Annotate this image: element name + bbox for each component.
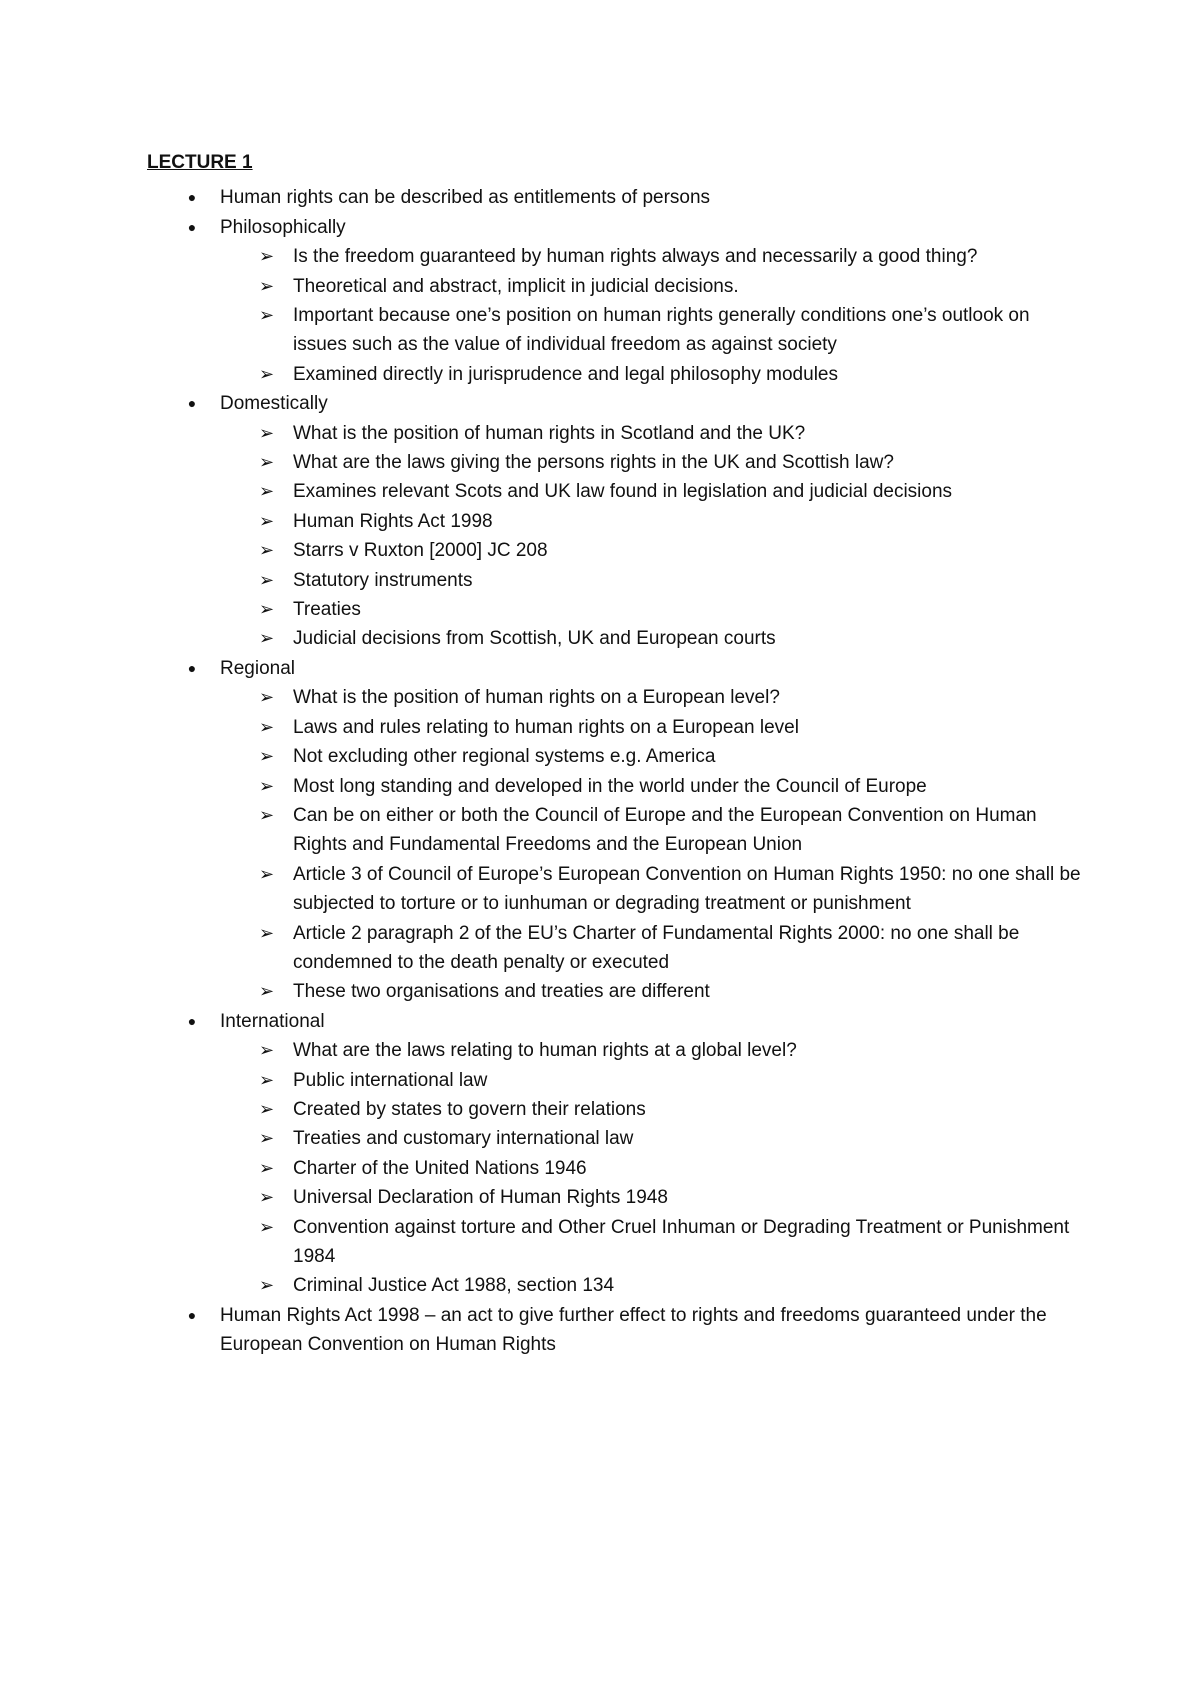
- sub-list-item: [220, 919, 1087, 978]
- bullet-list: [147, 183, 1087, 1359]
- arrowhead-bullet-icon: ➢: [259, 1187, 275, 1208]
- sub-list-item: [220, 536, 1087, 565]
- list-item: [147, 1007, 1087, 1301]
- sub-list-item-text: Judicial decisions from Scottish, UK and European courts: [293, 628, 776, 650]
- list-item-text: Domestically: [220, 393, 328, 415]
- arrowhead-bullet-icon: ➢: [259, 628, 275, 649]
- sub-list-item: [220, 1066, 1087, 1095]
- sub-list-item-text: What are the laws giving the persons rights in the UK and Scottish law?: [293, 452, 894, 474]
- sub-list-item: [220, 1154, 1087, 1183]
- bullet-icon: ●: [187, 395, 197, 412]
- bullet-icon: ●: [187, 1012, 197, 1029]
- sub-list-item: [220, 301, 1087, 360]
- arrowhead-bullet-icon: ➢: [259, 716, 275, 737]
- sub-list-item-text: Charter of the United Nations 1946: [293, 1157, 587, 1179]
- list-item-text: Philosophically: [220, 216, 346, 238]
- arrowhead-bullet-icon: ➢: [259, 863, 275, 884]
- arrowhead-bullet-icon: ➢: [259, 305, 275, 326]
- sub-list-item: [220, 419, 1087, 448]
- sub-list-item: [220, 1095, 1087, 1124]
- sub-list-item: [220, 742, 1087, 771]
- sub-list: [220, 242, 1087, 389]
- list-item-text: Human rights can be described as entitlements of persons: [220, 187, 711, 209]
- arrowhead-bullet-icon: ➢: [259, 422, 275, 443]
- arrowhead-bullet-icon: ➢: [259, 246, 275, 267]
- sub-list: [220, 419, 1087, 654]
- sub-list-item-text: What is the position of human rights on a European level?: [293, 687, 780, 709]
- list-item-text: Human Rights Act 1998 – an act to give further effect to rights and freedoms guaranteed under the European Convention on Human Rights: [220, 1304, 1047, 1356]
- sub-list-item-text: Not excluding other regional systems e.g. America: [293, 746, 716, 768]
- list-item-text: Regional: [220, 657, 295, 679]
- sub-list-item-text: What is the position of human rights in Scotland and the UK?: [293, 422, 806, 444]
- sub-list-item: [220, 860, 1087, 919]
- sub-list-item: [220, 801, 1087, 860]
- sub-list-item: [220, 713, 1087, 742]
- arrowhead-bullet-icon: ➢: [259, 1157, 275, 1178]
- arrowhead-bullet-icon: ➢: [259, 1069, 275, 1090]
- sub-list-item-text: Public international law: [293, 1069, 488, 1091]
- list-item: [147, 183, 1087, 212]
- bullet-icon: ●: [187, 1306, 197, 1323]
- sub-list-item: [220, 1271, 1087, 1300]
- sub-list-item: [220, 595, 1087, 624]
- sub-list-item-text: Article 2 paragraph 2 of the EU’s Charter of Fundamental Rights 2000: no one shall be condemned to the death penalty or executed: [293, 922, 1020, 973]
- arrowhead-bullet-icon: ➢: [259, 510, 275, 531]
- arrowhead-bullet-icon: ➢: [259, 599, 275, 620]
- sub-list-item-text: Starrs v Ruxton [2000] JC 208: [293, 540, 548, 562]
- sub-list-item-text: Examines relevant Scots and UK law found in legislation and judicial decisions: [293, 481, 953, 503]
- sub-list-item: [220, 624, 1087, 653]
- sub-list-item: [220, 242, 1087, 271]
- arrowhead-bullet-icon: ➢: [259, 1275, 275, 1296]
- arrowhead-bullet-icon: ➢: [259, 275, 275, 296]
- list-item-text: International: [220, 1010, 325, 1032]
- arrowhead-bullet-icon: ➢: [259, 804, 275, 825]
- sub-list-item-text: Theoretical and abstract, implicit in judicial decisions.: [293, 275, 739, 297]
- sub-list-item-text: Human Rights Act 1998: [293, 510, 493, 532]
- bullet-icon: ●: [187, 218, 197, 235]
- sub-list-item: [220, 1183, 1087, 1212]
- sub-list-item-text: Criminal Justice Act 1988, section 134: [293, 1275, 615, 1297]
- document-body: [147, 148, 1087, 1360]
- bullet-icon: ●: [187, 659, 197, 676]
- page-title: LECTURE 1: [147, 152, 253, 173]
- arrowhead-bullet-icon: ➢: [259, 452, 275, 473]
- list-item: [147, 1301, 1087, 1360]
- sub-list-item: [220, 1213, 1087, 1272]
- sub-list-item-text: What are the laws relating to human rights at a global level?: [293, 1040, 797, 1062]
- arrowhead-bullet-icon: ➢: [259, 775, 275, 796]
- sub-list: [220, 1036, 1087, 1301]
- list-item: [147, 389, 1087, 654]
- arrowhead-bullet-icon: ➢: [259, 481, 275, 502]
- sub-list-item-text: Convention against torture and Other Cruel Inhuman or Degrading Treatment or Punishment 1984: [293, 1216, 1070, 1268]
- arrowhead-bullet-icon: ➢: [259, 922, 275, 943]
- sub-list-item-text: Important because one’s position on human rights generally conditions one’s outlook on issues such as the value of individual freedom as against society: [293, 305, 1030, 356]
- sub-list-item: [220, 683, 1087, 712]
- sub-list-item: [220, 1124, 1087, 1153]
- sub-list-item: [220, 1036, 1087, 1065]
- sub-list-item: [220, 448, 1087, 477]
- sub-list-item: [220, 566, 1087, 595]
- sub-list-item: [220, 507, 1087, 536]
- sub-list-item: [220, 977, 1087, 1006]
- sub-list-item: [220, 272, 1087, 301]
- list-item: [147, 654, 1087, 1007]
- arrowhead-bullet-icon: ➢: [259, 363, 275, 384]
- sub-list-item: [220, 772, 1087, 801]
- sub-list-item-text: Universal Declaration of Human Rights 1948: [293, 1187, 668, 1209]
- bullet-icon: ●: [187, 189, 197, 206]
- arrowhead-bullet-icon: ➢: [259, 569, 275, 590]
- arrowhead-bullet-icon: ➢: [259, 687, 275, 708]
- arrowhead-bullet-icon: ➢: [259, 746, 275, 767]
- arrowhead-bullet-icon: ➢: [259, 1128, 275, 1149]
- sub-list-item-text: Treaties: [293, 599, 361, 621]
- sub-list-item-text: Can be on either or both the Council of Europe and the European Convention on Human Rights and Fundamental Freedoms and the European Union: [293, 804, 1037, 856]
- sub-list-item: [220, 360, 1087, 389]
- sub-list-item-text: Created by states to govern their relations: [293, 1098, 646, 1120]
- sub-list-item-text: Statutory instruments: [293, 569, 473, 591]
- sub-list-item: [220, 477, 1087, 506]
- arrowhead-bullet-icon: ➢: [259, 540, 275, 561]
- arrowhead-bullet-icon: ➢: [259, 1098, 275, 1119]
- arrowhead-bullet-icon: ➢: [259, 1216, 275, 1237]
- arrowhead-bullet-icon: ➢: [259, 981, 275, 1002]
- sub-list-item-text: Examined directly in jurisprudence and legal philosophy modules: [293, 363, 838, 385]
- sub-list-item-text: Most long standing and developed in the world under the Council of Europe: [293, 775, 927, 797]
- sub-list-item-text: Treaties and customary international law: [293, 1128, 634, 1150]
- sub-list: [220, 683, 1087, 1006]
- sub-list-item-text: Is the freedom guaranteed by human rights always and necessarily a good thing?: [293, 246, 978, 268]
- sub-list-item-text: These two organisations and treaties are different: [293, 981, 710, 1003]
- list-item: [147, 213, 1087, 389]
- arrowhead-bullet-icon: ➢: [259, 1040, 275, 1061]
- sub-list-item-text: Laws and rules relating to human rights on a European level: [293, 716, 799, 738]
- sub-list-item-text: Article 3 of Council of Europe’s European Convention on Human Rights 1950: no one shall be subjected to torture or to iunhuman or degrading treatment or punishment: [293, 863, 1081, 915]
